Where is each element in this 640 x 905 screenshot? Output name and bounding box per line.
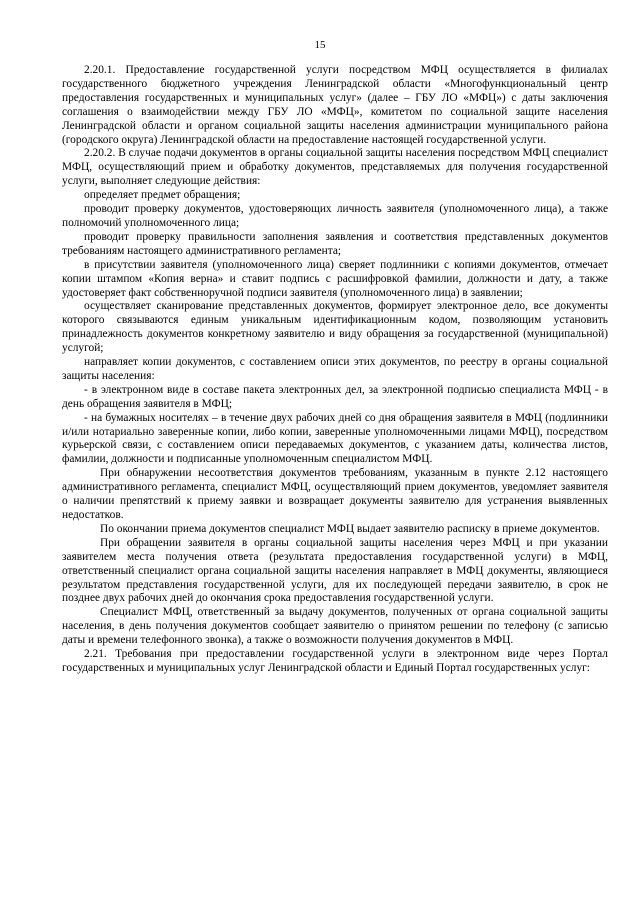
paragraph: - в электронном виде в составе пакета электронных дел, за электронной подписью специалиста МФЦ - в день обращения заявителя в МФЦ;: [62, 383, 608, 410]
paragraph: По окончании приема документов специалист МФЦ выдает заявителю расписку в приеме документов.: [100, 522, 600, 535]
paragraph: При обнаружении несоответствия документов требованиям, указанным в пункте 2.12 настоящего административного регламента, специалист МФЦ, осуществляющий прием документов, уведомляет заявителя о наличии препятствий к приему заявки и возвращает документы заявителю для устранения выявленных недостатков.: [62, 467, 608, 521]
page-number: 15: [314, 39, 326, 51]
paragraph: проводит проверку документов, удостоверяющих личность заявителя (уполномоченного лица), а также полномочий уполномоченного лица;: [62, 203, 608, 229]
paragraph: определяет предмет обращения;: [84, 189, 241, 202]
paragraph: 2.20.2. В случае подачи документов в органы социальной защиты населения посредством МФЦ специалист МФЦ, осуществляющий прием и обработку документов, представляемых для получения государственной услуги, выполняет следующие действия:: [62, 147, 608, 188]
paragraph: Специалист МФЦ, ответственный за выдачу документов, полученных от органа социальной защиты населения, в день получения документов сообщает заявителю о принятом решении по телефону (с записью даты и времени телефонного звонка), а также о возможности получения документов в МФЦ.: [62, 606, 608, 647]
paragraph: в присутствии заявителя (уполномоченного лица) сверяет подлинники с копиями документов, отмечает копии штампом «Копия верна» и ставит подпись с расшифровкой фамилии, должности и дату, а также удостоверяет факт собственноручной подписи заявителя (уполномоченного лица) в заявлении;: [62, 258, 608, 299]
paragraph: осуществляет сканирование представленных документов, формирует электронное дело, все документы которого связываются единым уникальным идентификационным кодом, позволяющим установить принадлежность документов конкретному заявителю и виду обращения за государственной (муниципальной) услугой;: [62, 300, 608, 355]
paragraph: 2.21. Требования при предоставлении государственной услуги в электронном виде через Портал государственных и муниципальных услуг Ленинградской области и Единый Портал государственных услуг:: [62, 648, 608, 674]
paragraph: направляет копии документов, с составлением описи этих документов, по реестру в органы социальной защиты населения:: [62, 356, 608, 382]
paragraph: - на бумажных носителях – в течение двух рабочих дней со дня обращения заявителя в МФЦ (подлинники и/или нотариально заверенные копии, либо копии, заверенные уполномоченными лицами МФЦ), посредством курьерской связи, с составлением описи передаваемых документов, с указанием даты, количества листов, фамилии, должности и подписанные уполномоченным специалистом МФЦ.: [62, 411, 608, 466]
paragraph: проводит проверку правильности заполнения заявления и соответствия представленных документов требованиям настоящего административного регламента;: [62, 230, 608, 257]
document-body: [62, 64, 608, 676]
paragraph: При обращении заявителя в органы социальной защиты населения через МФЦ и при указании заявителем места получения ответа (результата предоставления государственной услуги) в МФЦ, ответственный специалист органа социальной защиты населения направляет в МФЦ документы, являющиеся результатом представления государственной услуги, для их последующей передачи заявителю, в срок не позднее двух рабочих дней до окончания срока предоставления государственной услуги.: [62, 536, 608, 605]
paragraph: 2.20.1. Предоставление государственной услуги посредством МФЦ осуществляется в филиалах государственного бюджетного учреждения Ленинградской области «Многофункциональный центр предоставления государственных и муниципальных услуг» (далее – ГБУ ЛО «МФЦ») с даты заключения соглашения о взаимодействии между ГБУ ЛО «МФЦ», комитетом по социальной защите населения Ленинградской области и органом социальной защиты населения администрации муниципального района (городского округа) Ленинградской области на предоставление настоящей государственной услуги.: [62, 64, 608, 146]
